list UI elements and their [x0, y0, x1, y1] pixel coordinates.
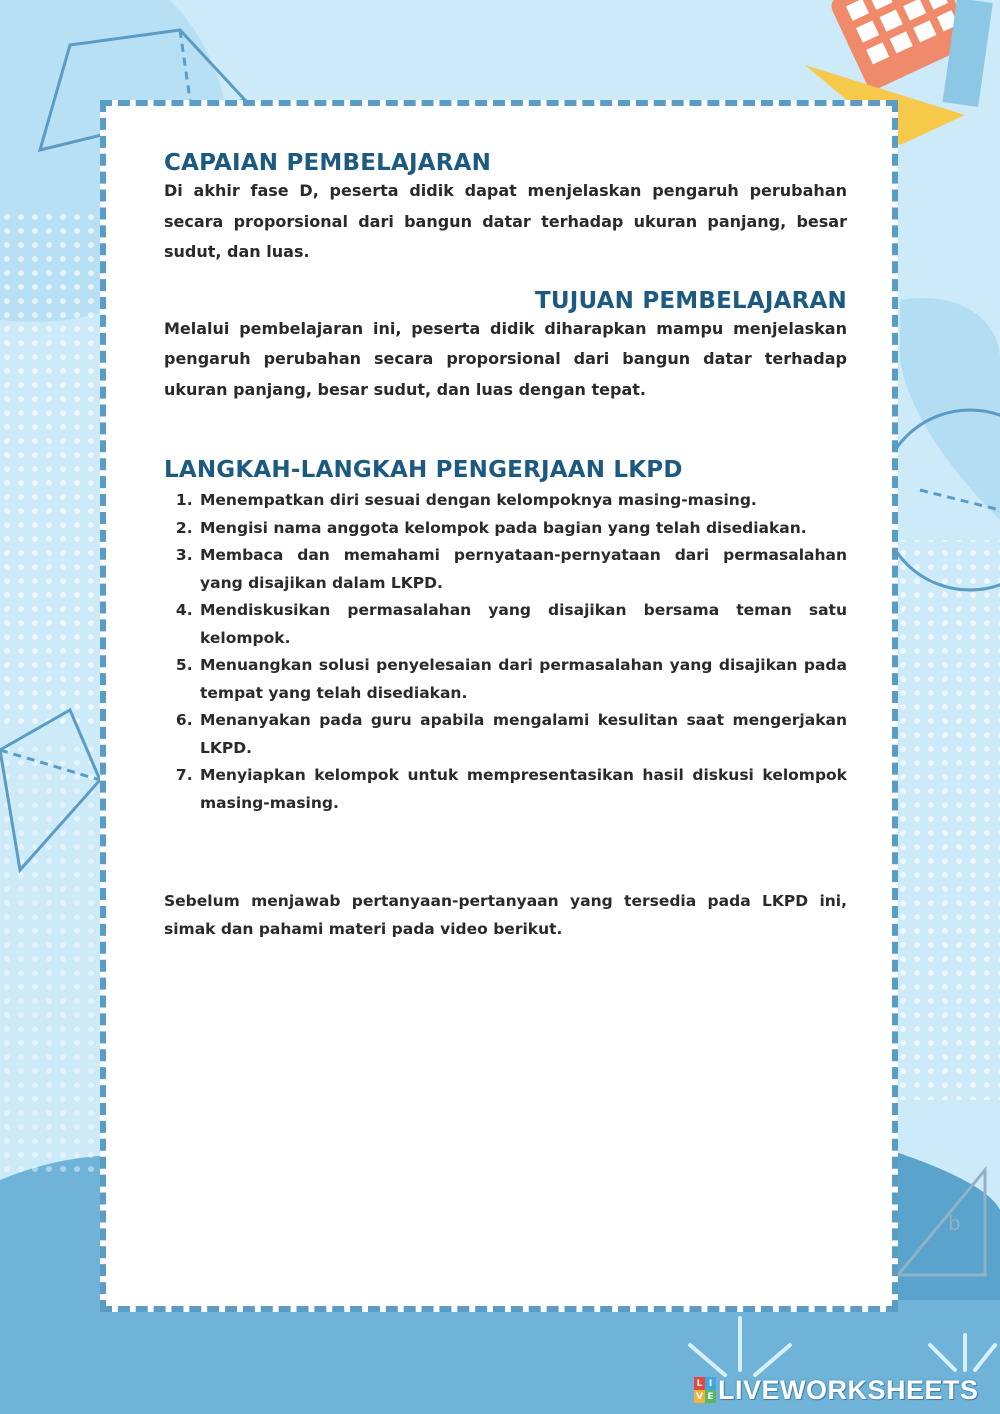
- step-item: 7. Menyiapkan kelompok untuk mempresentasikan hasil diskusi kelompok masing-masing.: [198, 762, 847, 817]
- worksheet-card: [100, 100, 898, 1312]
- step-item: 5. Menuangkan solusi penyelesaian dari permasalahan yang disajikan pada tempat yang telah disediakan.: [198, 652, 847, 707]
- tujuan-text: Melalui pembelajaran ini, peserta didik diharapkan mampu menjelaskan pengaruh perubahan secara proporsional dari bangun datar terhadap ukuran panjang, besar sudut, dan luas dengan tepat.: [164, 318, 847, 399]
- worksheet-content: [164, 150, 847, 943]
- step-item: 6. Menanyakan pada guru apabila mengalami kesulitan saat mengerjakan LKPD.: [198, 707, 847, 762]
- right-dot-field: [898, 540, 1000, 1100]
- left-dot-field: [0, 210, 100, 730]
- steps-list: [164, 487, 847, 817]
- step-item: 1. Menempatkan diri sesuai dengan kelompoknya masing-masing.: [198, 487, 847, 515]
- capaian-text: Di akhir fase D, peserta didik dapat menjelaskan pengaruh perubahan secara proporsional dari bangun datar terhadap ukuran panjang, besar sudut, dan luas.: [164, 181, 847, 261]
- step-item: 2. Mengisi nama anggota kelompok pada bagian yang telah disediakan.: [198, 515, 847, 543]
- langkah-heading: LANGKAH-LANGKAH PENGERJAAN LKPD: [164, 457, 683, 483]
- tujuan-heading: TUJUAN PEMBELAJARAN: [534, 287, 847, 314]
- svg-text:b: b: [948, 1211, 961, 1235]
- step-item: 3. Membaca dan memahami pernyataan-pernyataan dari permasalahan yang disajikan dalam LKPD.: [198, 542, 847, 597]
- liveworksheets-logo: [694, 1375, 979, 1405]
- step-item: 4. Mendiskusikan permasalahan yang disajikan bersama teman satu kelompok.: [198, 597, 847, 652]
- liveworksheets-mark-icon: L I V E: [694, 1377, 716, 1403]
- closing-text: Sebelum menjawab pertanyaan-pertanyaan yang tersedia pada LKPD ini, simak dan pahami materi pada video berikut.: [164, 892, 847, 938]
- liveworksheets-wordmark: LIVEWORKSHEETS: [718, 1374, 979, 1405]
- capaian-heading: CAPAIAN PEMBELAJARAN: [164, 150, 492, 176]
